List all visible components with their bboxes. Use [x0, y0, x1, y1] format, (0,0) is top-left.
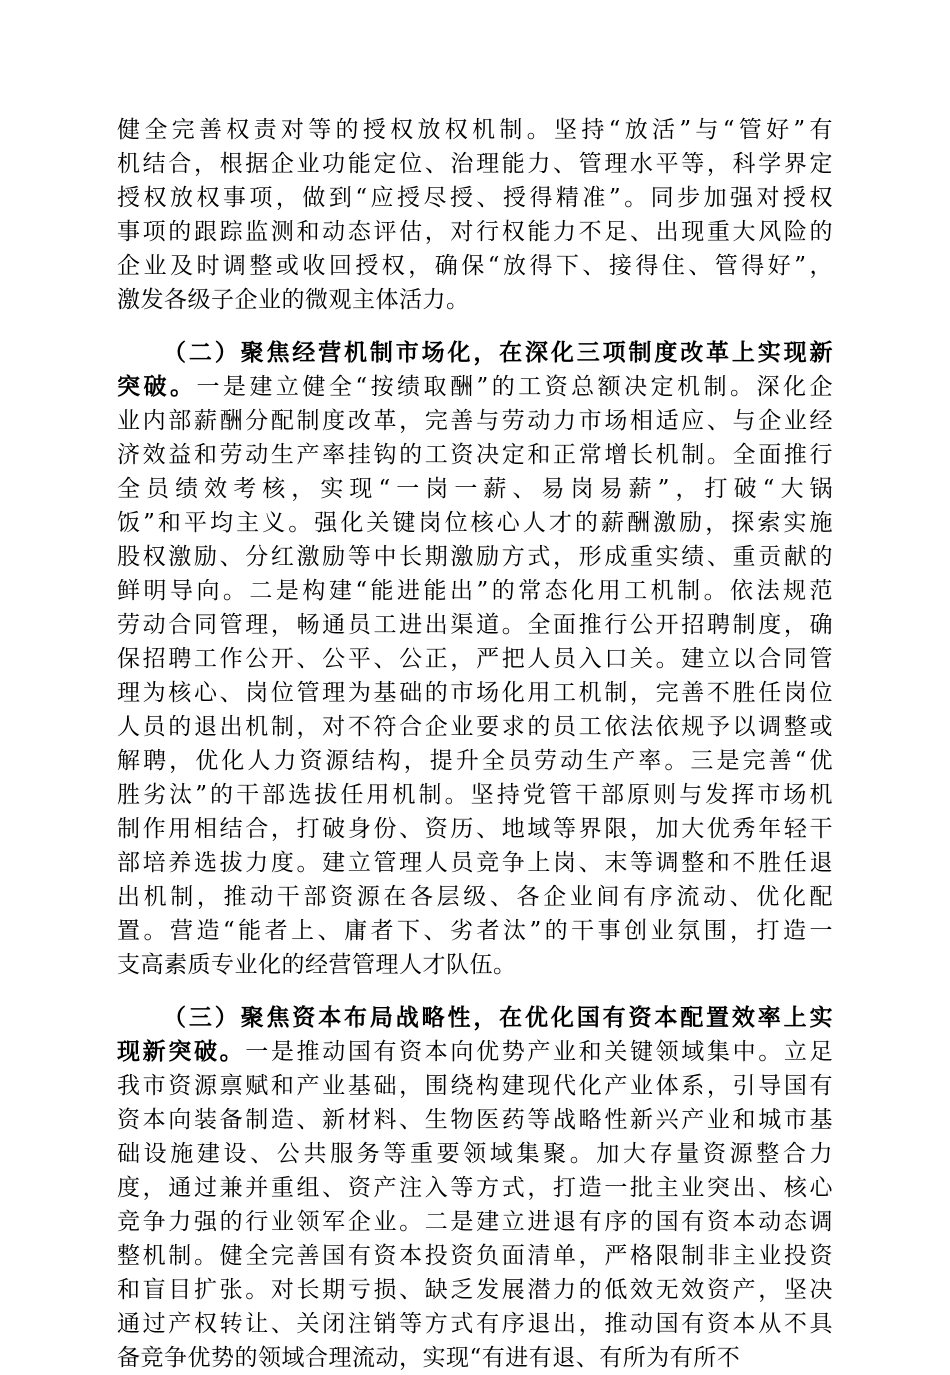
text-line: [117, 336, 833, 370]
body-text: 企业及时调整或收回授权，确保“放得下、接得住、管得好”，: [117, 253, 833, 279]
text-line: [117, 540, 833, 574]
body-text: 鲜明导向。二是构建“能进能出”的常态化用工机制。依法规范: [117, 578, 833, 604]
body-text: 支高素质专业化的经营管理人才队伍。: [117, 952, 517, 978]
body-text: 通过产权转让、关闭注销等方式有序退出，推动国有资本从不具: [117, 1311, 833, 1337]
body-text: 竞争力强的行业领军企业。二是建立进退有序的国有资本动态调: [117, 1209, 833, 1235]
text-line: [117, 812, 833, 846]
body-text: 制作用相结合，打破身份、资历、地域等界限，加大优秀年轻干: [117, 816, 833, 842]
paragraph: [117, 113, 833, 317]
body-text: 础设施建设、公共服务等重要领域集聚。加大存量资源整合力: [117, 1141, 833, 1167]
body-text: 胜劣汰”的干部选拔任用机制。坚持党管干部原则与发挥市场机: [117, 782, 833, 808]
body-text: 度，通过兼并重组、资产注入等方式，打造一批主业突出、核心: [117, 1175, 833, 1201]
text-line: [117, 1137, 833, 1171]
text-line: [117, 574, 833, 608]
text-line: [117, 283, 833, 317]
body-text: 资本向装备制造、新材料、生物医药等战略性新兴产业和城市基: [117, 1107, 833, 1133]
text-line: [117, 472, 833, 506]
text-line: [117, 642, 833, 676]
body-text: 劳动合同管理，畅通员工进出渠道。全面推行公开招聘制度，确: [117, 612, 833, 638]
bold-heading-text: 现新突破。: [117, 1039, 246, 1065]
text-line: [117, 147, 833, 181]
body-text: 备竞争优势的领域合理流动，实现“有进有退、有所为有所不: [117, 1345, 741, 1371]
body-text: 人员的退出机制，对不符合企业要求的员工依法依规予以调整或: [117, 714, 833, 740]
text-line: [117, 914, 833, 948]
body-text: 授权放权事项，做到“应授尽授、授得精准”。同步加强对授权: [117, 185, 833, 211]
text-line: [117, 1341, 833, 1375]
text-line: [117, 608, 833, 642]
text-line: [117, 404, 833, 438]
text-line: [117, 249, 833, 283]
body-text: 激发各级子企业的微观主体活力。: [117, 287, 470, 313]
body-text: 我市资源禀赋和产业基础，围绕构建现代化产业体系，引导国有: [117, 1073, 833, 1099]
body-text: 健全完善权责对等的授权放权机制。坚持“放活”与“管好”有: [117, 117, 833, 143]
text-line: [117, 1205, 833, 1239]
body-text: 解聘，优化人力资源结构，提升全员劳动生产率。三是完善“优: [117, 748, 833, 774]
text-line: [117, 1069, 833, 1103]
text-line: [117, 438, 833, 472]
text-line: [117, 215, 833, 249]
body-text: 一是建立健全“按绩取酬”的工资总额决定机制。深化企: [196, 374, 833, 400]
text-line: [117, 1307, 833, 1341]
body-text: 济效益和劳动生产率挂钩的工资决定和正常增长机制。全面推行: [117, 442, 833, 468]
text-line: [117, 1239, 833, 1273]
text-line: [117, 676, 833, 710]
body-text: 和盲目扩张。对长期亏损、缺乏发展潜力的低效无效资产，坚决: [117, 1277, 833, 1303]
bold-heading-text: （二）聚焦经营机制市场化，在深化三项制度改革上实现新: [163, 340, 833, 366]
body-text: 业内部薪酬分配制度改革，完善与劳动力市场相适应、与企业经: [117, 408, 833, 434]
text-line: [117, 846, 833, 880]
text-line: [117, 880, 833, 914]
text-line: [117, 1035, 833, 1069]
paragraph: [117, 1001, 833, 1375]
body-text: 事项的跟踪监测和动态评估，对行权能力不足、出现重大风险的: [117, 219, 833, 245]
text-line: [117, 113, 833, 147]
text-line: [117, 1103, 833, 1137]
document-page: [117, 113, 833, 1375]
body-text: 置。营造“能者上、庸者下、劣者汰”的干事创业氛围，打造一: [117, 918, 833, 944]
bold-heading-text: （三）聚焦资本布局战略性，在优化国有资本配置效率上实: [163, 1005, 833, 1031]
paragraph-gap: [117, 982, 833, 1001]
body-text: 饭”和平均主义。强化关键岗位核心人才的薪酬激励，探索实施: [117, 510, 833, 536]
bold-heading-text: 突破。: [117, 374, 197, 400]
body-text: 一是推动国有资本向优势产业和关键领域集中。立足: [245, 1039, 834, 1065]
text-line: [117, 948, 833, 982]
paragraph-gap: [117, 317, 833, 336]
text-line: [117, 1001, 833, 1035]
text-line: [117, 506, 833, 540]
body-text: 部培养选拔力度。建立管理人员竞争上岗、末等调整和不胜任退: [117, 850, 833, 876]
text-line: [117, 744, 833, 778]
text-line: [117, 1171, 833, 1205]
body-text: 出机制，推动干部资源在各层级、各企业间有序流动、优化配: [117, 884, 833, 910]
body-text: 保招聘工作公开、公平、公正，严把人员入口关。建立以合同管: [117, 646, 833, 672]
paragraph: [117, 336, 833, 982]
text-line: [117, 370, 833, 404]
text-line: [117, 181, 833, 215]
body-text: 全员绩效考核，实现“一岗一薪、易岗易薪”，打破“大锅: [117, 476, 833, 502]
body-text: 整机制。健全完善国有资本投资负面清单，严格限制非主业投资: [117, 1243, 833, 1269]
body-text: 机结合，根据企业功能定位、治理能力、管理水平等，科学界定: [117, 151, 833, 177]
text-line: [117, 1273, 833, 1307]
text-line: [117, 710, 833, 744]
body-text: 理为核心、岗位管理为基础的市场化用工机制，完善不胜任岗位: [117, 680, 833, 706]
body-text: 股权激励、分红激励等中长期激励方式，形成重实绩、重贡献的: [117, 544, 833, 570]
text-line: [117, 778, 833, 812]
